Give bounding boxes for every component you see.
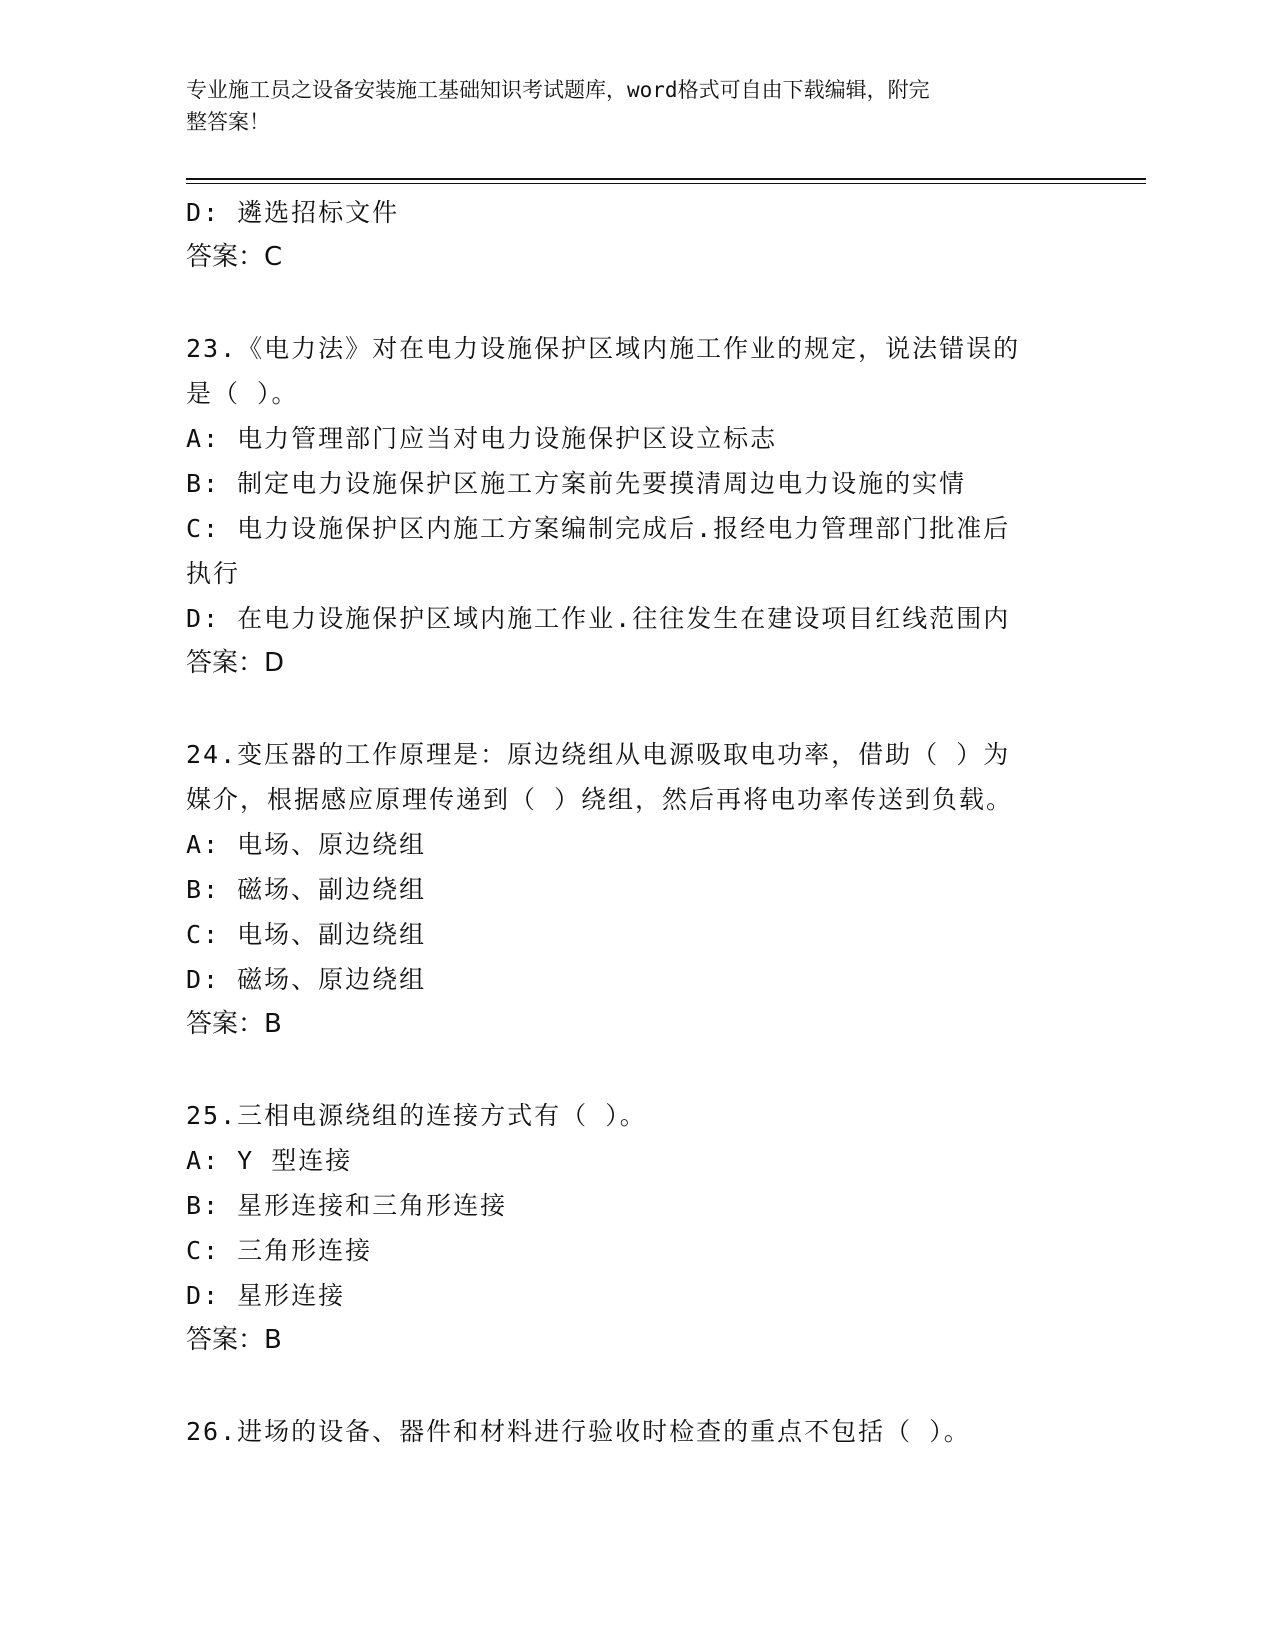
option-d: D: 遴选招标文件	[186, 198, 400, 227]
option-b: B: 星形连接和三角形连接	[186, 1191, 508, 1220]
option-d: D: 磁场、原边绕组	[186, 965, 427, 994]
header-rule-thin	[186, 183, 1146, 184]
question-text: 23.《电力法》对在电力设施保护区域内施工作业的规定，说法错误的	[186, 334, 1021, 363]
question-text: 24.变压器的工作原理是：原边绕组从电源吸取电功率，借助（ ）为	[186, 740, 1011, 769]
option-d: D: 在电力设施保护区域内施工作业.往往发生在建设项目红线范围内	[186, 604, 1011, 633]
option-a: A: 电场、原边绕组	[186, 830, 427, 859]
header-line-2: 整答案！	[186, 110, 270, 134]
question-text-cont: 是（ ）。	[186, 379, 299, 408]
option-c: C: 电场、副边绕组	[186, 920, 427, 949]
answer: 答案：B	[186, 1325, 282, 1355]
page-header	[186, 74, 1066, 138]
question-26	[186, 1409, 1146, 1454]
question-24	[186, 732, 1146, 1047]
option-c: C: 电力设施保护区内施工方案编制完成后.报经电力管理部门批准后	[186, 514, 1011, 543]
answer: 答案：C	[186, 242, 283, 272]
option-b: B: 磁场、副边绕组	[186, 875, 427, 904]
prev-question-tail	[186, 190, 1146, 280]
question-text: 26.进场的设备、器件和材料进行验收时检查的重点不包括（ ）。	[186, 1417, 971, 1446]
header-line-1: 专业施工员之设备安装施工基础知识考试题库，word格式可自由下载编辑，附完	[186, 78, 930, 102]
option-c: C: 三角形连接	[186, 1236, 373, 1265]
option-c-cont: 执行	[186, 559, 241, 588]
option-d: D: 星形连接	[186, 1281, 346, 1310]
option-b: B: 制定电力设施保护区施工方案前先要摸清周边电力设施的实情	[186, 469, 967, 498]
question-25	[186, 1093, 1146, 1363]
question-text: 25.三相电源绕组的连接方式有（ ）。	[186, 1101, 647, 1130]
header-rule-thick	[186, 178, 1146, 180]
option-a: A: Y 型连接	[186, 1146, 353, 1175]
option-a: A: 电力管理部门应当对电力设施保护区设立标志	[186, 424, 778, 453]
document-body	[186, 190, 1146, 1454]
answer: 答案：D	[186, 648, 285, 678]
question-text-cont: 媒介，根据感应原理传递到（ ）绕组，然后再将电功率传送到负载。	[186, 785, 1014, 814]
question-23	[186, 326, 1146, 686]
answer: 答案：B	[186, 1009, 282, 1039]
